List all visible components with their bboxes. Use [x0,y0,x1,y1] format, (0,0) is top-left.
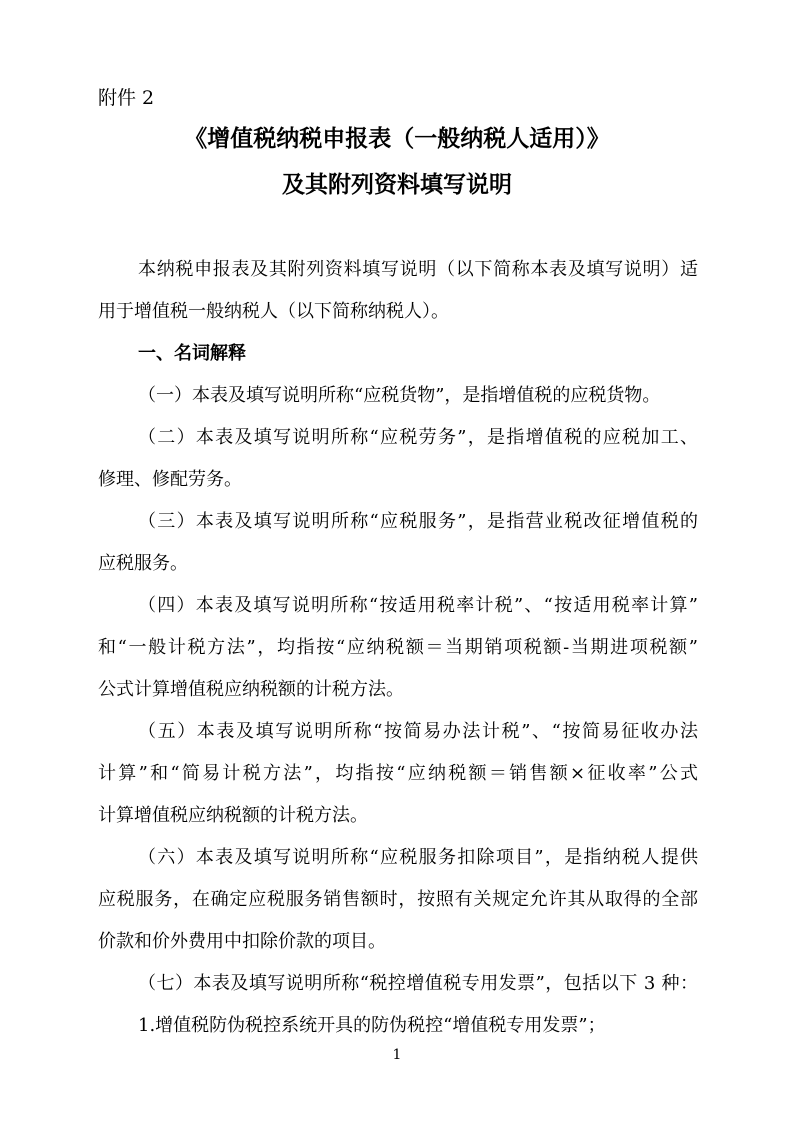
intro-paragraph-line-1: 本纳税申报表及其附列资料填写说明（以下简称本表及填写说明）适 [138,259,698,280]
definition-6-line-1: （六）本表及填写说明所称“应税服务扣除项目”，是指纳税人提供 [138,847,698,868]
definition-5-line-2: 计算”和“简易计税方法”，均指按“应纳税额＝销售额×征收率”公式 [98,763,698,784]
definition-5-line-3: 计算增值税应纳税额的计税方法。 [98,805,368,826]
definition-7-item-1: 1.增值税防伪税控系统开具的防伪税控“增值税专用发票”； [138,1015,606,1036]
attachment-label: 附件 2 [98,87,155,109]
definition-3-line-2: 应税服务。 [98,553,188,574]
page-number: 1 [392,1047,402,1063]
definition-6-line-2: 应税服务，在确定应税服务销售额时，按照有关规定允许其从取得的全部 [98,889,698,910]
definition-1-line-1: （一）本表及填写说明所称“应税货物”，是指增值税的应税货物。 [138,385,661,406]
definition-3-line-1: （三）本表及填写说明所称“应税服务”，是指营业税改征增值税的 [138,511,698,532]
definition-6-line-3: 价款和价外费用中扣除价款的项目。 [98,931,386,952]
section-heading-definitions: 一、名词解释 [138,343,246,364]
definition-4-line-2: 和“一般计税方法”，均指按“应纳税额＝当期销项税额-当期进项税额” [98,637,698,658]
definition-4-line-3: 公式计算增值税应纳税额的计税方法。 [98,679,404,700]
definition-4-line-1: （四）本表及填写说明所称“按适用税率计税”、“按适用税率计算” [138,595,698,616]
definition-2-line-2: 修理、修配劳务。 [98,469,242,490]
intro-paragraph-line-2: 用于增值税一般纳税人（以下简称纳税人）。 [98,301,449,322]
definition-7-line-1: （七）本表及填写说明所称“税控增值税专用发票”，包括以下 3 种： [138,973,698,994]
definition-2-line-1: （二）本表及填写说明所称“应税劳务”，是指增值税的应税加工、 [138,427,698,448]
document-title-line-1: 《增值税纳税申报表（一般纳税人适用）》 [184,126,610,152]
definition-5-line-1: （五）本表及填写说明所称“按简易办法计税”、“按简易征收办法 [138,721,698,742]
document-title-line-2: 及其附列资料填写说明 [282,172,512,198]
